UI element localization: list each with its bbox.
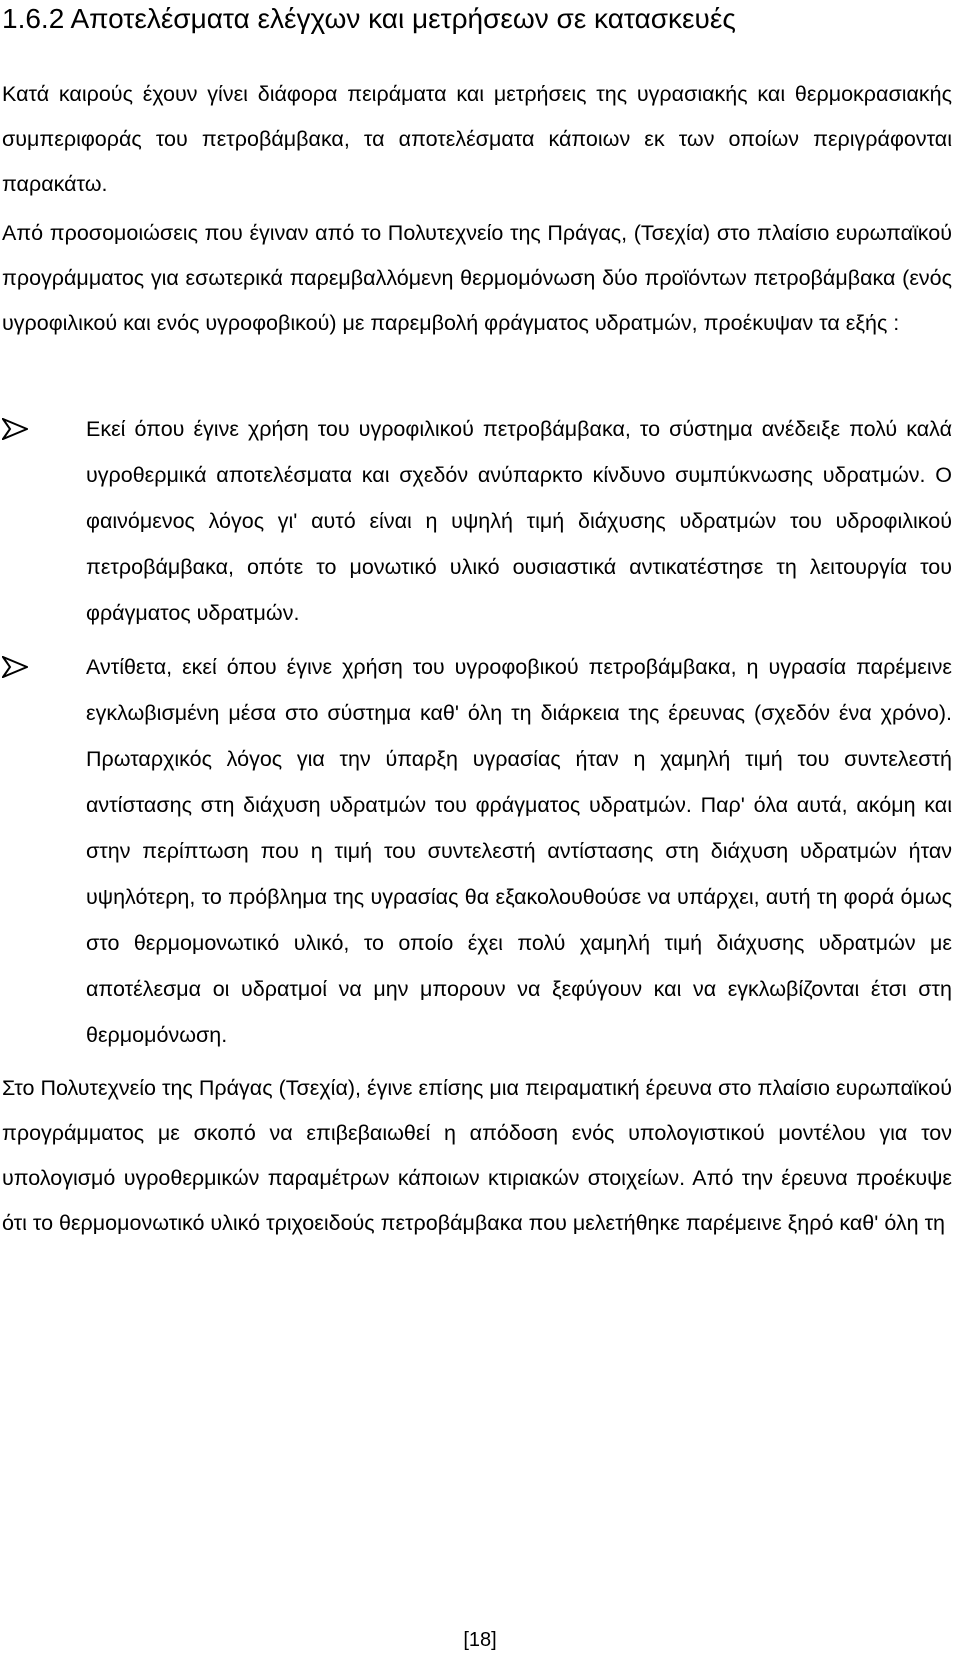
findings-list — [2, 406, 952, 1058]
list-item — [2, 406, 952, 636]
list-item-text: Αντίθετα, εκεί όπου έγινε χρήση του υγροφοβικού πετροβάμβακα, η υγρασία παρέμεινε εγκλωβισμένη μέσα στο σύστημα καθ' όλη τη διάρκεια της έρευνας (σχεδόν ένα χρόνο). Πρωταρχικός λόγος για την ύπαρξη υγρασίας ήταν η χαμηλή τιμή του συντελεστή αντίστασης στη διάχυση υδρατμών του φράγματος υδρατμών. Παρ' όλα αυτά, ακόμη και στην περίπτωση που η τιμή του συντελεστή αντίστασης στη διάχυση υδρατμών ήταν υψηλότερη, το πρόβλημα της υγρασίας θα εξακολουθούσε να υπάρχει, αυτή τη φορά όμως στο θερμομονωτικό υλικό, το οποίο έχει πολύ χαμηλή τιμή διάχυσης υδρατμών με αποτέλεσμα οι υδρατμοί να μην μπορουν να ξεφύγουν και να εγκλωβίζονται έτσι στη θερμομόνωση. — [86, 655, 952, 1047]
arrowhead-bullet-icon — [2, 418, 28, 440]
arrowhead-bullet-icon — [2, 656, 28, 678]
prague-simulation-paragraph: Από προσομοιώσεις που έγιναν από το Πολυτεχνείο της Πράγας, (Τσεχία) στο πλαίσιο ευρωπαϊκού προγράμματος για εσωτερικά παρεμβαλλόμενη θερμομόνωση δύο προϊόντων πετροβάμβακα (ενός υγροφιλικού και ενός υγροφοβικού) με παρεμβολή φράγματος υδρατμών, προέκυψαν τα εξής : — [2, 221, 952, 335]
list-item-text: Εκεί όπου έγινε χρήση του υγροφιλικού πετροβάμβακα, το σύστημα ανέδειξε πολύ καλά υγροθερμικά αποτελέσματα και σχεδόν ανύπαρκτο κίνδυνο συμπύκνωσης υδρατμών. Ο φαινόμενος λόγος γι' αυτό είναι η υψηλή τιμή διάχυσης υδρατμών του υδροφιλικού πετροβάμβακα, οπότε το μονωτικό υλικό ουσιαστικά αντικατέστησε τη λειτουργία του φράγματος υδρατμών. — [86, 417, 952, 625]
page-number: [18] — [463, 1629, 497, 1651]
prague-experiment-paragraph: Στο Πολυτεχνείο της Πράγας (Τσεχία), έγινε επίσης μια πειραματική έρευνα στο πλαίσιο ευρωπαϊκού προγράμματος με σκοπό να επιβεβαιωθεί η απόδοση ενός υπολογιστικού μοντέλου για τον υπολογισμό υγροθερμικών παραμέτρων κάποιων κτιριακών στοιχείων. Από την έρευνα προέκυψε ότι το θερμομονωτικό υλικό τριχοειδούς πετροβάμβακα που μελετήθηκε παρέμεινε ξηρό καθ' όλη τη — [2, 1076, 952, 1235]
intro-paragraph: Κατά καιρούς έχουν γίνει διάφορα πειράματα και μετρήσεις της υγρασιακής και θερμοκρασιακής συμπεριφοράς του πετροβάμβακα, τα αποτελέσματα κάποιων εκ των οποίων περιγράφονται παρακάτω. — [2, 82, 952, 196]
section-heading: 1.6.2 Αποτελέσματα ελέγχων και μετρήσεων σε κατασκευές — [2, 3, 736, 34]
list-item — [2, 644, 952, 1058]
